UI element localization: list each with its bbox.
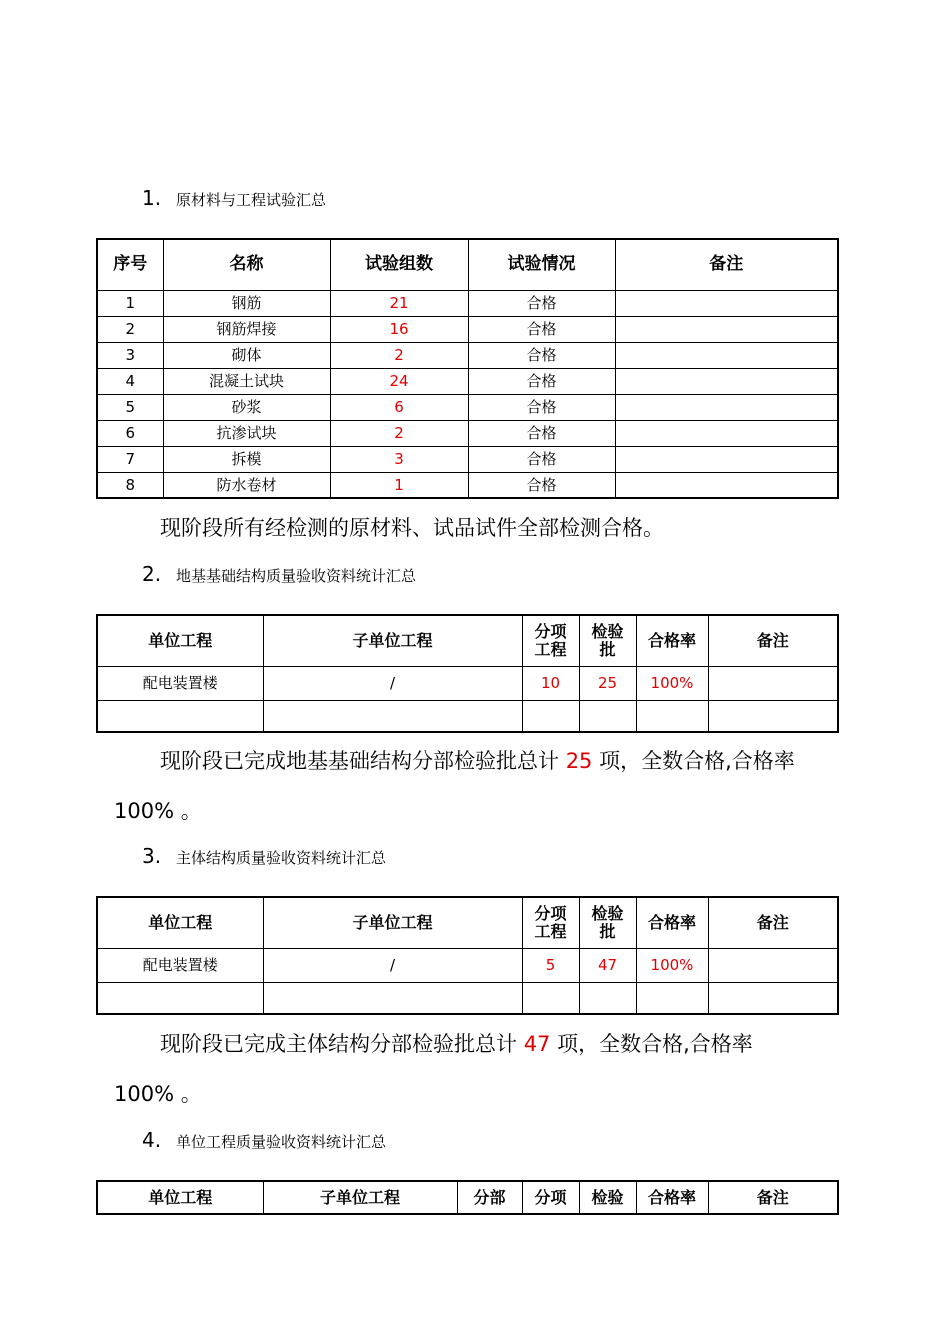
cell-status: 合格 xyxy=(468,290,615,316)
cell-name: 抗渗试块 xyxy=(163,420,330,446)
cell-name: 砂浆 xyxy=(163,394,330,420)
table-header-row xyxy=(97,1181,838,1214)
table-row xyxy=(97,342,838,368)
cell-note xyxy=(615,342,838,368)
cell-sub-unit: / xyxy=(263,948,522,982)
cell-count: 2 xyxy=(330,342,468,368)
header-unit: 单位工程 xyxy=(97,1181,263,1214)
table-row xyxy=(97,472,838,498)
table-row xyxy=(97,394,838,420)
cell-note xyxy=(615,472,838,498)
cell-note xyxy=(615,446,838,472)
main-structure-conclusion-tail: 项，全数合格,合格率 xyxy=(550,1032,753,1056)
section-1-heading xyxy=(142,186,326,210)
cell-no: 6 xyxy=(97,420,163,446)
foundation-conclusion-text: 现阶段已完成地基基础结构分部检验批总计 xyxy=(160,749,566,773)
table-row xyxy=(97,446,838,472)
main-structure-conclusion xyxy=(160,1028,753,1058)
cell-unit: 配电装置楼 xyxy=(97,666,263,700)
main-structure-batch-count: 47 xyxy=(523,1032,551,1056)
table-row xyxy=(97,368,838,394)
section-title: 主体结构质量验收资料统计汇总 xyxy=(176,849,387,867)
cell-note xyxy=(615,368,838,394)
foundation-rate-line: 100% 。 xyxy=(114,799,202,823)
main-structure-summary-table xyxy=(96,896,839,1015)
header-status: 试验情况 xyxy=(468,239,615,290)
header-items: 分项 xyxy=(522,1181,579,1214)
cell-name: 防水卷材 xyxy=(163,472,330,498)
header-no: 序号 xyxy=(97,239,163,290)
header-batches-line1: 检验 xyxy=(591,622,624,642)
cell-status: 合格 xyxy=(468,316,615,342)
cell-name: 钢筋 xyxy=(163,290,330,316)
header-batches: 检验 xyxy=(579,1181,636,1214)
foundation-conclusion-tail: 项，全数合格,合格率 xyxy=(592,749,795,773)
section-title: 地基基础结构质量验收资料统计汇总 xyxy=(176,567,417,585)
cell-batches: 47 xyxy=(579,948,636,982)
cell-status: 合格 xyxy=(468,446,615,472)
header-batches xyxy=(579,897,636,948)
cell-name: 混凝土试块 xyxy=(163,368,330,394)
header-sub-unit: 子单位工程 xyxy=(263,897,522,948)
header-rate: 合格率 xyxy=(636,1181,708,1214)
materials-conclusion: 现阶段所有经检测的原材料、试品试件全部检测合格。 xyxy=(160,516,664,540)
cell-note xyxy=(615,316,838,342)
table-row xyxy=(97,420,838,446)
header-items xyxy=(522,897,579,948)
table-row-empty xyxy=(97,982,838,1014)
cell-count: 24 xyxy=(330,368,468,394)
main-structure-conclusion-text: 现阶段已完成主体结构分部检验批总计 xyxy=(160,1032,524,1056)
cell-no: 4 xyxy=(97,368,163,394)
header-items-line1: 分项 xyxy=(534,904,567,924)
cell-note xyxy=(615,394,838,420)
cell-no: 1 xyxy=(97,290,163,316)
cell-status: 合格 xyxy=(468,368,615,394)
header-note: 备注 xyxy=(708,615,838,666)
table-row-empty xyxy=(97,700,838,732)
cell-no: 5 xyxy=(97,394,163,420)
cell-rate: 100% xyxy=(636,666,708,700)
cell-count: 2 xyxy=(330,420,468,446)
header-sub-unit: 子单位工程 xyxy=(263,1181,457,1214)
section-number: 1. xyxy=(142,186,162,210)
header-batches-line2: 批 xyxy=(599,921,616,941)
cell-note xyxy=(615,290,838,316)
table-row xyxy=(97,666,838,700)
cell-count: 21 xyxy=(330,290,468,316)
header-items-line1: 分项 xyxy=(534,622,567,642)
cell-no: 7 xyxy=(97,446,163,472)
cell-name: 拆模 xyxy=(163,446,330,472)
section-4-heading xyxy=(142,1128,386,1152)
cell-name: 砌体 xyxy=(163,342,330,368)
header-unit: 单位工程 xyxy=(97,897,263,948)
header-name: 名称 xyxy=(163,239,330,290)
cell-status: 合格 xyxy=(468,342,615,368)
unit-project-summary-table xyxy=(96,1180,839,1215)
table-header-row xyxy=(97,615,838,666)
table-row xyxy=(97,948,838,982)
cell-note xyxy=(708,666,838,700)
cell-no: 8 xyxy=(97,472,163,498)
header-note: 备注 xyxy=(708,897,838,948)
foundation-batch-count: 25 xyxy=(565,749,593,773)
cell-rate: 100% xyxy=(636,948,708,982)
section-title: 单位工程质量验收资料统计汇总 xyxy=(176,1133,387,1151)
cell-no: 2 xyxy=(97,316,163,342)
section-number: 2. xyxy=(142,562,162,586)
cell-count: 16 xyxy=(330,316,468,342)
foundation-summary-table xyxy=(96,614,839,733)
header-sub-unit: 子单位工程 xyxy=(263,615,522,666)
table-row xyxy=(97,290,838,316)
header-note: 备注 xyxy=(615,239,838,290)
cell-no: 3 xyxy=(97,342,163,368)
header-note: 备注 xyxy=(708,1181,838,1214)
cell-note xyxy=(708,948,838,982)
foundation-conclusion xyxy=(160,745,795,775)
cell-note xyxy=(615,420,838,446)
cell-count: 1 xyxy=(330,472,468,498)
header-batches-line1: 检验 xyxy=(591,904,624,924)
header-items xyxy=(522,615,579,666)
cell-count: 3 xyxy=(330,446,468,472)
header-batches xyxy=(579,615,636,666)
cell-count: 6 xyxy=(330,394,468,420)
table-header-row xyxy=(97,239,838,290)
materials-test-table xyxy=(96,238,839,499)
section-title: 原材料与工程试验汇总 xyxy=(176,191,327,209)
cell-status: 合格 xyxy=(468,472,615,498)
section-2-heading xyxy=(142,562,416,586)
cell-name: 钢筋焊接 xyxy=(163,316,330,342)
header-batches-line2: 批 xyxy=(599,639,616,659)
header-division: 分部 xyxy=(457,1181,522,1214)
header-unit: 单位工程 xyxy=(97,615,263,666)
table-header-row xyxy=(97,897,838,948)
main-structure-rate-line: 100% 。 xyxy=(114,1082,202,1106)
cell-items: 5 xyxy=(522,948,579,982)
cell-unit: 配电装置楼 xyxy=(97,948,263,982)
section-number: 4. xyxy=(142,1128,162,1152)
cell-status: 合格 xyxy=(468,394,615,420)
cell-sub-unit: / xyxy=(263,666,522,700)
cell-batches: 25 xyxy=(579,666,636,700)
table-row xyxy=(97,316,838,342)
header-items-line2: 工程 xyxy=(534,921,567,941)
section-number: 3. xyxy=(142,844,162,868)
section-3-heading xyxy=(142,844,386,868)
header-rate: 合格率 xyxy=(636,615,708,666)
header-count: 试验组数 xyxy=(330,239,468,290)
header-rate: 合格率 xyxy=(636,897,708,948)
cell-items: 10 xyxy=(522,666,579,700)
header-items-line2: 工程 xyxy=(534,639,567,659)
cell-status: 合格 xyxy=(468,420,615,446)
